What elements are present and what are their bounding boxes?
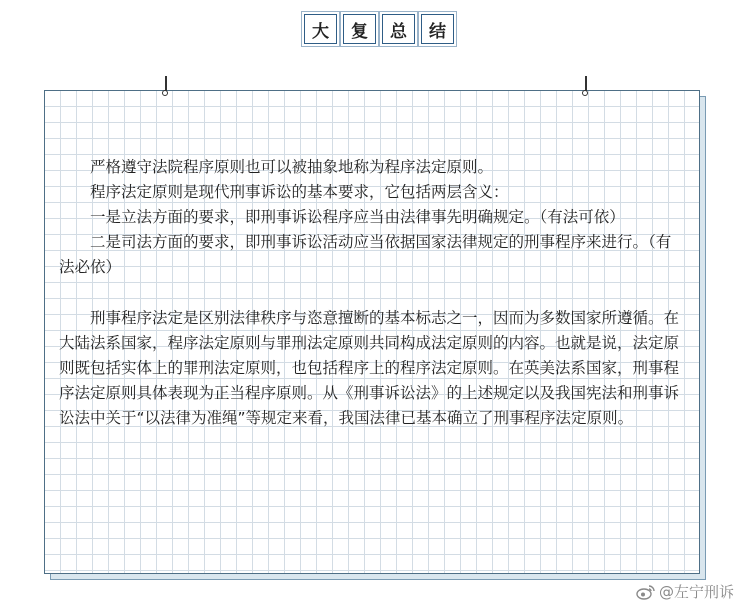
title-char-4: 结	[421, 14, 454, 44]
watermark	[636, 581, 734, 602]
note-content	[59, 155, 683, 431]
watermark-text: @左宁刑诉	[658, 583, 734, 601]
paragraph-1: 严格遵守法院程序原则也可以被抽象地称为程序法定原则。	[90, 158, 494, 176]
paragraph-5: 刑事程序法定是区别法律秩序与恣意擅断的基本标志之一，因而为多数国家所遵循。在大陆法系国家，程序法定原则与罪刑法定原则共同构成法定原则的内容。也就是说，法定原则既包括实体上的罪刑法定原则，也包括程序上的程序法定原则。在英美法系国家，刑事程序法定原则具体表现为正当程序原则。从《刑事诉讼法》的上述规定以及我国宪法和刑事诉讼法中关于“以法律为准绳”等规定来看，我国法律已基本确立了刑事程序法定原则。	[59, 309, 680, 427]
paragraph-3: 一是立法方面的要求，即刑事诉讼程序应当由法律事先明确规定。（有法可依）	[90, 208, 625, 226]
section-title	[304, 14, 460, 44]
title-char-2: 复	[343, 14, 376, 44]
paragraph-4: 二是司法方面的要求，即刑事诉讼活动应当依据国家法律规定的刑事程序来进行。（有法必依）	[59, 233, 672, 276]
pushpin-icon	[585, 76, 587, 92]
paragraph-gap	[59, 280, 683, 306]
weibo-icon	[636, 584, 656, 600]
title-char-3: 总	[382, 14, 415, 44]
note-card	[44, 90, 700, 574]
paragraph-2: 程序法定原则是现代刑事诉讼的基本要求，它包括两层含义：	[90, 183, 509, 201]
title-char-1: 大	[304, 14, 337, 44]
pushpin-icon	[165, 76, 167, 92]
